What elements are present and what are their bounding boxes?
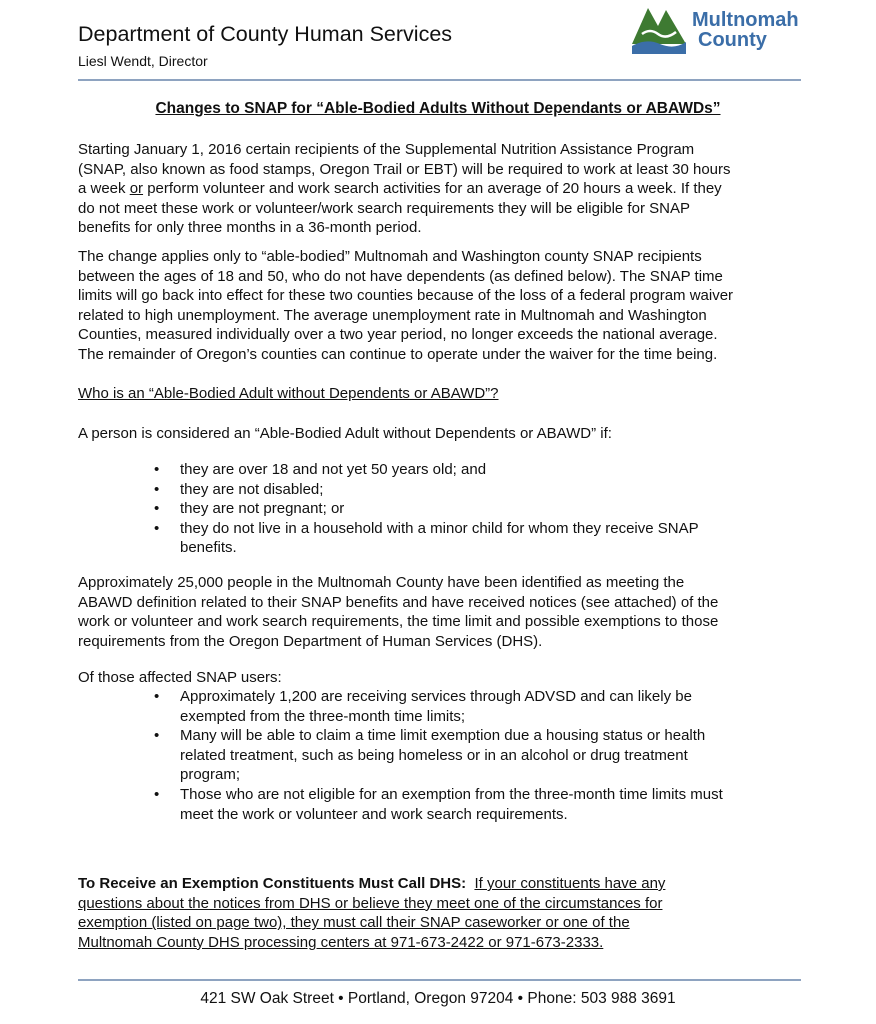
text-line: related treatment, such as being homeless or in an alcohol or drug treatment xyxy=(180,746,688,764)
scope-paragraph xyxy=(78,247,733,365)
text-span: If your constituents have any xyxy=(474,875,666,892)
mountain-logo-icon xyxy=(630,6,688,54)
text-line xyxy=(78,179,731,199)
document-title: Changes to SNAP for “Able-Bodied Adults Without Dependants or ABAWDs” xyxy=(155,100,721,117)
text-span: a week xyxy=(78,180,130,198)
list-item xyxy=(154,785,723,824)
text-line: related to high unemployment. The average unemployment rate in Multnomah and Washington xyxy=(78,306,707,324)
list-item xyxy=(154,687,723,726)
phone-numbers-line: Multnomah County DHS processing centers at 971-673-2422 or 971-673-2333. xyxy=(78,933,604,951)
header-divider xyxy=(78,79,801,81)
affected-intro: Of those affected SNAP users: xyxy=(78,669,282,686)
text-line: questions about the notices from DHS or believe they meet one of the circumstances for xyxy=(78,894,663,912)
definition-intro: A person is considered an “Able-Bodied Adult without Dependents or ABAWD” if: xyxy=(78,425,612,442)
text-line: • Many will be able to claim a time limit exemption due a housing status or health xyxy=(180,727,706,745)
text-line: do not meet these work or volunteer/work search requirements they will be eligible for SNAP xyxy=(78,199,690,217)
department-title: Department of County Human Services xyxy=(78,22,453,46)
exemption-heading: To Receive an Exemption Constituents Must Call DHS: xyxy=(78,875,467,892)
text-line: Counties, measured individually over a two year period, no longer exceeds the national average. xyxy=(78,326,718,344)
criteria-list xyxy=(154,460,699,558)
text-line: limits will go back into effect for these two counties because of the loss of a federal program waiver xyxy=(78,287,734,305)
emphasis-or: or xyxy=(129,180,144,198)
text-line: • Approximately 1,200 are receiving services through ADVSD and can likely be xyxy=(180,688,692,705)
list-item: • they are not disabled; xyxy=(154,480,699,500)
text-line: between the ages of 18 and 50, who do not have dependents (as defined below). The SNAP time xyxy=(78,267,723,285)
text-line: The change applies only to “able-bodied” Multnomah and Washington county SNAP recipients xyxy=(78,248,702,265)
section-heading: Who is an “Able-Bodied Adult without Dependents or ABAWD”? xyxy=(78,385,499,402)
text-line: work or volunteer and work search requirements, the time limit and possible exemptions to those xyxy=(78,613,719,631)
text-line: meet the work or volunteer and work search requirements. xyxy=(180,805,568,823)
text-line: benefits for only three months in a 36-month period. xyxy=(78,219,422,237)
list-item xyxy=(154,726,723,785)
logo-text-line: Multnomah xyxy=(692,9,799,31)
text-line: ABAWD definition related to their SNAP benefits and have received notices (see attached) of the xyxy=(78,593,719,611)
text-span: perform volunteer and work search activities for an average of 20 hours a week. If they xyxy=(143,180,722,198)
text-line: The remainder of Oregon’s counties can continue to operate under the waiver for the time being. xyxy=(78,345,718,363)
text-line: requirements from the Oregon Department of Human Services (DHS). xyxy=(78,632,543,650)
logo-text-line: County xyxy=(698,29,767,51)
affected-list xyxy=(154,687,723,824)
affected-paragraph xyxy=(78,573,718,651)
list-item: • they are over 18 and not yet 50 years old; and xyxy=(154,460,699,480)
county-logo xyxy=(630,6,799,54)
footer-address: 421 SW Oak Street • Portland, Oregon 97204 • Phone: 503 988 3691 xyxy=(200,990,676,1007)
text-line: Approximately 25,000 people in the Multnomah County have been identified as meeting the xyxy=(78,574,685,591)
list-item: • they are not pregnant; or xyxy=(154,499,699,519)
text-line: exemption (listed on page two), they must call their SNAP caseworker or one of the xyxy=(78,914,630,932)
text-line: • Those who are not eligible for an exemption from the three-month time limits must xyxy=(180,785,723,803)
intro-paragraph xyxy=(78,140,731,238)
text-line xyxy=(78,874,665,894)
text-line: program; xyxy=(180,766,241,784)
footer-divider xyxy=(78,979,801,981)
list-item xyxy=(154,519,699,558)
text-line: Starting January 1, 2016 certain recipients of the Supplemental Nutrition Assistance Program xyxy=(78,141,695,158)
text-line: benefits. xyxy=(180,539,237,557)
text-line: exempted from the three-month time limits; xyxy=(180,707,466,725)
director-name: Liesl Wendt, Director xyxy=(78,53,208,69)
text-line: (SNAP, also known as food stamps, Oregon Trail or EBT) will be required to work at least 30 hours xyxy=(78,160,731,178)
exemption-paragraph xyxy=(78,874,665,952)
text-line: • they do not live in a household with a minor child for whom they receive SNAP xyxy=(180,519,699,537)
